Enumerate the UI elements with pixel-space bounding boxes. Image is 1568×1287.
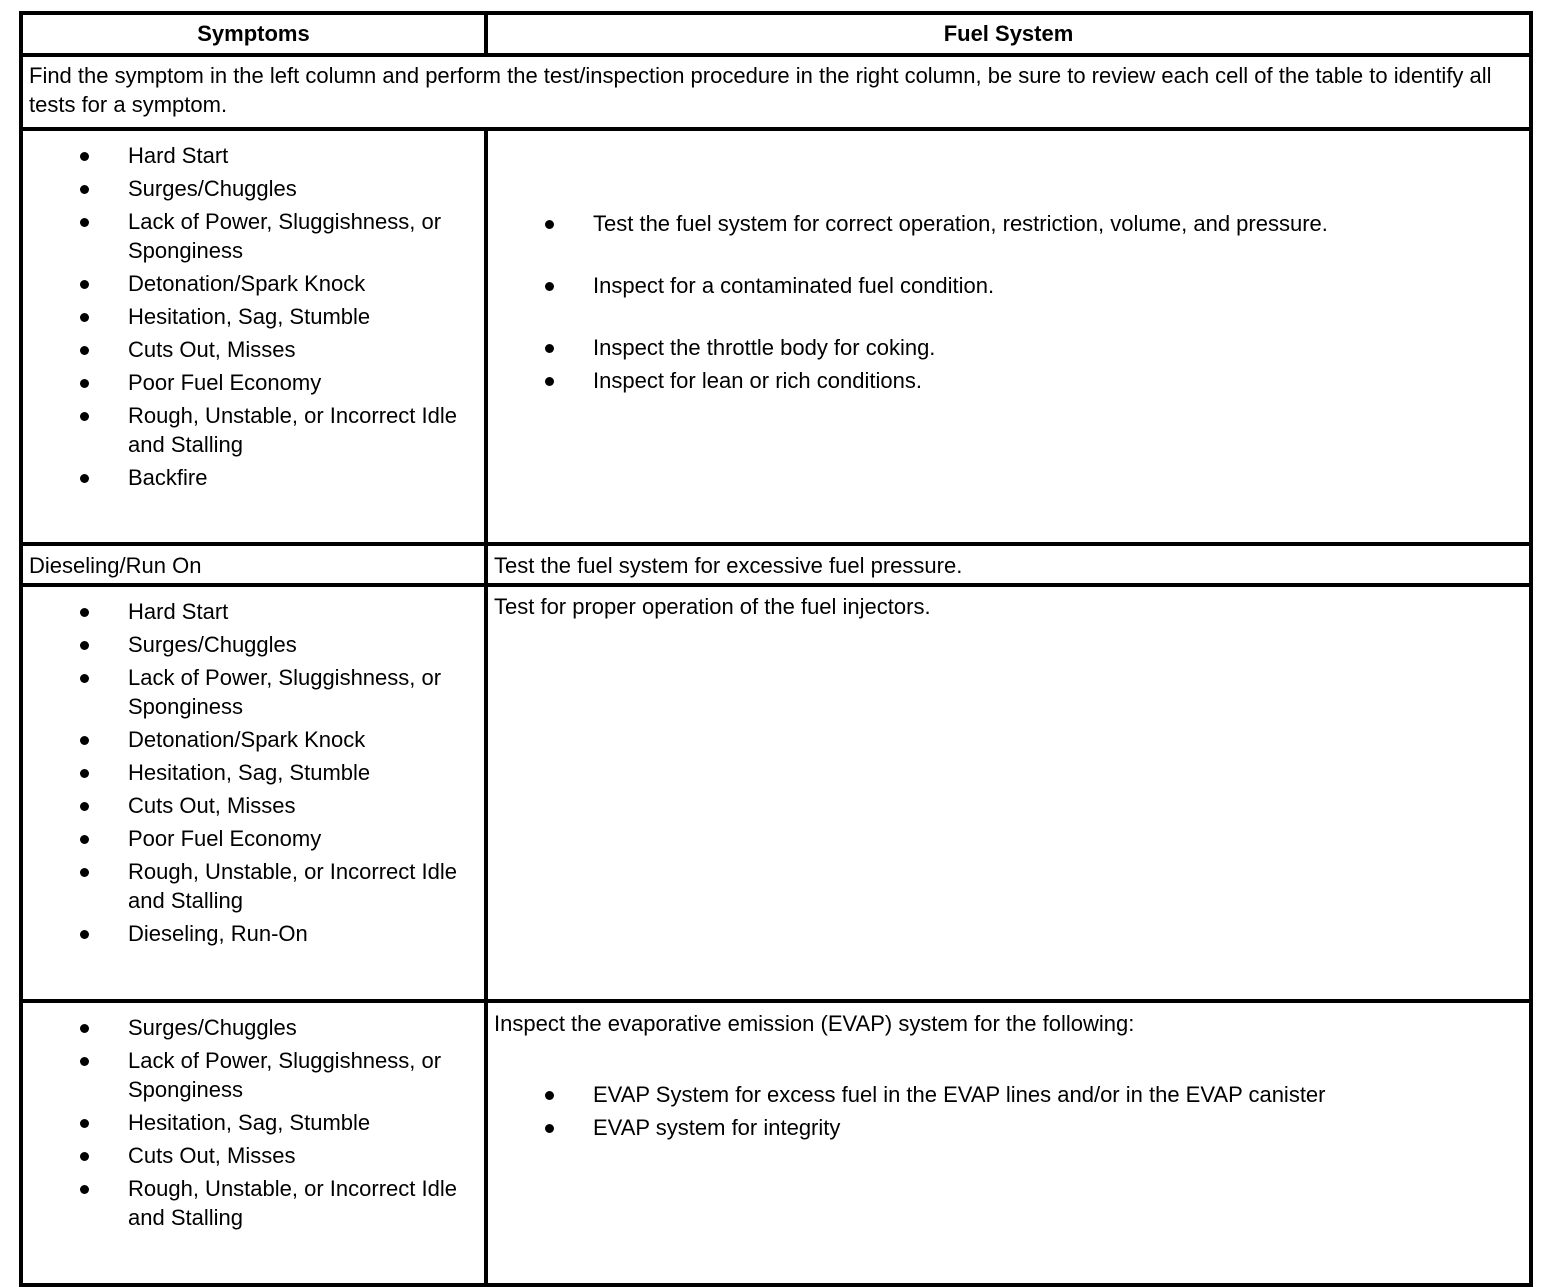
list-item: Hesitation, Sag, Stumble: [23, 302, 484, 331]
bullet-icon: [545, 220, 554, 229]
bullet-icon: [80, 1185, 89, 1194]
intro-text: Find the symptom in the left column and perform the test/inspection procedure in the right column, be sure to review each cell of the table to identify all tests for a symptom.: [21, 55, 1531, 129]
symptom-table: [19, 11, 1533, 1287]
list-item: Poor Fuel Economy: [23, 368, 484, 397]
list-item: Hesitation, Sag, Stumble: [23, 1108, 484, 1137]
table-row: [21, 1001, 1531, 1285]
list-item: Rough, Unstable, or Incorrect Idle and Stalling: [23, 1174, 484, 1232]
list-item: Cuts Out, Misses: [23, 791, 484, 820]
intro-row: [21, 55, 1531, 129]
symptom-list: [23, 141, 484, 492]
list-item: Rough, Unstable, or Incorrect Idle and Stalling: [23, 401, 484, 459]
bullet-icon: [545, 1091, 554, 1100]
list-item: Poor Fuel Economy: [23, 824, 484, 853]
bullet-icon: [80, 1119, 89, 1128]
bullet-icon: [545, 344, 554, 353]
evap-intro-text: Inspect the evaporative emission (EVAP) system for the following:: [494, 1011, 1135, 1036]
bullet-icon: [80, 185, 89, 194]
bullet-icon: [80, 218, 89, 227]
bullet-icon: [80, 313, 89, 322]
procedure-cell: Test the fuel system for excessive fuel pressure.: [486, 544, 1531, 585]
list-item: Surges/Chuggles: [23, 630, 484, 659]
bullet-icon: [80, 346, 89, 355]
list-item: Hard Start: [23, 597, 484, 626]
header-row: [21, 13, 1531, 55]
table-row: [21, 544, 1531, 585]
list-item: EVAP System for excess fuel in the EVAP lines and/or in the EVAP canister: [488, 1080, 1529, 1109]
symptom-cell: Dieseling/Run On: [21, 544, 486, 585]
list-item: Detonation/Spark Knock: [23, 269, 484, 298]
bullet-icon: [80, 835, 89, 844]
header-fuel-system: Fuel System: [486, 13, 1531, 55]
bullet-icon: [80, 769, 89, 778]
table-row: [21, 129, 1531, 544]
bullet-icon: [545, 1124, 554, 1133]
list-item: EVAP system for integrity: [488, 1113, 1529, 1142]
table-row: [21, 585, 1531, 1001]
symptom-list: [23, 1013, 484, 1232]
bullet-icon: [80, 802, 89, 811]
procedure-cell: Test for proper operation of the fuel injectors.: [486, 585, 1531, 1001]
symptom-cell: [21, 585, 486, 1001]
procedure-list: [488, 1080, 1529, 1142]
list-item: Cuts Out, Misses: [23, 335, 484, 364]
bullet-icon: [80, 1057, 89, 1066]
list-item: Test the fuel system for correct operation, restriction, volume, and pressure.: [488, 209, 1529, 238]
procedure-cell: [486, 1001, 1531, 1285]
bullet-icon: [80, 674, 89, 683]
bullet-icon: [80, 868, 89, 877]
procedure-list: [488, 131, 1529, 395]
list-item: Hard Start: [23, 141, 484, 170]
list-item: Surges/Chuggles: [23, 174, 484, 203]
bullet-icon: [80, 1152, 89, 1161]
bullet-icon: [80, 379, 89, 388]
list-item: Surges/Chuggles: [23, 1013, 484, 1042]
header-symptoms: Symptoms: [21, 13, 486, 55]
list-item: Inspect the throttle body for coking.: [488, 333, 1529, 362]
bullet-icon: [80, 280, 89, 289]
symptom-list: [23, 597, 484, 948]
list-item: Lack of Power, Sluggishness, or Sponginess: [23, 207, 484, 265]
bullet-icon: [80, 474, 89, 483]
bullet-icon: [545, 282, 554, 291]
list-item: Dieseling, Run-On: [23, 919, 484, 948]
list-item: Lack of Power, Sluggishness, or Sponginess: [23, 663, 484, 721]
symptom-cell: [21, 1001, 486, 1285]
list-item: Backfire: [23, 463, 484, 492]
list-item: Inspect for lean or rich conditions.: [488, 366, 1529, 395]
list-item: Rough, Unstable, or Incorrect Idle and Stalling: [23, 857, 484, 915]
list-item: Lack of Power, Sluggishness, or Sponginess: [23, 1046, 484, 1104]
bullet-icon: [545, 377, 554, 386]
bullet-icon: [80, 641, 89, 650]
list-item: Detonation/Spark Knock: [23, 725, 484, 754]
bullet-icon: [80, 412, 89, 421]
list-item: Cuts Out, Misses: [23, 1141, 484, 1170]
bullet-icon: [80, 152, 89, 161]
bullet-icon: [80, 1024, 89, 1033]
bullet-icon: [80, 930, 89, 939]
list-item: Inspect for a contaminated fuel condition.: [488, 271, 1529, 300]
symptom-cell: [21, 129, 486, 544]
bullet-icon: [80, 608, 89, 617]
procedure-cell: [486, 129, 1531, 544]
bullet-icon: [80, 736, 89, 745]
list-item: Hesitation, Sag, Stumble: [23, 758, 484, 787]
